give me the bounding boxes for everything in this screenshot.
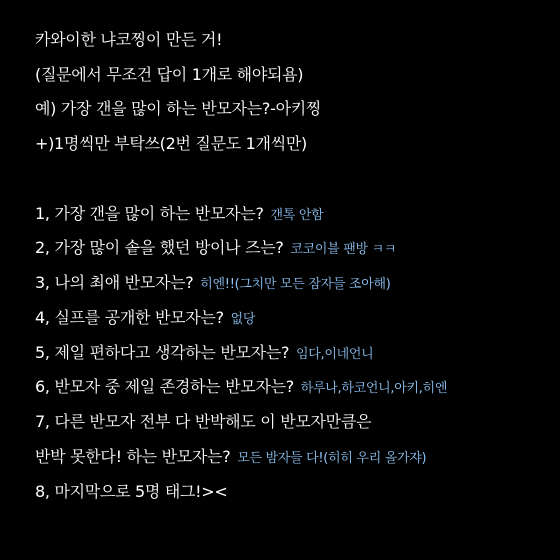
question-text: 1, 가장 갠을 많이 하는 반모자는? bbox=[35, 204, 264, 223]
intro-line-1 bbox=[35, 29, 222, 51]
question-text: 2, 가장 많이 솥을 했던 방이나 즈는? bbox=[35, 238, 284, 257]
question-text: 8, 마지막으로 5명 태그!>< bbox=[35, 482, 228, 501]
intro-line-4 bbox=[35, 133, 307, 155]
answer-text: 하루나,하코언니,아키,히엔 bbox=[300, 381, 448, 396]
question-row-3 bbox=[35, 272, 390, 296]
question-row-1 bbox=[35, 203, 323, 227]
intro-text-4: +)1명씩만 부탁쓰(2번 질문도 1개씩만) bbox=[35, 134, 307, 153]
question-row-8 bbox=[35, 481, 227, 503]
question-row-6 bbox=[35, 376, 447, 400]
answer-text: 없당 bbox=[230, 312, 256, 327]
question-text: 7, 다른 반모자 전부 다 반박해도 이 반모자만큼은 bbox=[35, 412, 372, 431]
question-row-2 bbox=[35, 237, 396, 261]
question-row-7 bbox=[35, 411, 371, 433]
question-row-7-continued bbox=[35, 446, 426, 470]
intro-text-2: (질문에서 무조건 답이 1개로 해야되욤) bbox=[35, 65, 304, 84]
intro-text-3: 예) 가장 갠을 많이 하는 반모자는?-아키찡 bbox=[35, 99, 322, 118]
question-row-4 bbox=[35, 307, 255, 331]
question-text: 6, 반모자 중 제일 존경하는 반모자는? bbox=[35, 377, 294, 396]
question-text: 반박 못한다! 하는 반모자는? bbox=[35, 447, 231, 466]
intro-line-2 bbox=[35, 64, 303, 86]
answer-text: 모든 밤자들 다!(히히 우리 올가쟈) bbox=[237, 451, 427, 466]
question-row-5 bbox=[35, 342, 373, 366]
question-text: 5, 제일 편하다고 생각하는 반모자는? bbox=[35, 343, 290, 362]
question-text: 4, 실프를 공개한 반모자는? bbox=[35, 308, 224, 327]
answer-text: 코코이블 팬방 ㅋㅋ bbox=[290, 242, 397, 257]
answer-text: 갠톡 안함 bbox=[270, 208, 324, 223]
answer-text: 임다,이네언니 bbox=[295, 347, 374, 362]
answer-text: 히엔!!(그치만 모든 잠자들 조아해) bbox=[200, 277, 391, 292]
question-text: 3, 나의 최애 반모자는? bbox=[35, 273, 194, 292]
intro-text-1: 카와이한 냐코찡이 만든 거! bbox=[35, 30, 223, 49]
intro-line-3 bbox=[35, 98, 321, 120]
